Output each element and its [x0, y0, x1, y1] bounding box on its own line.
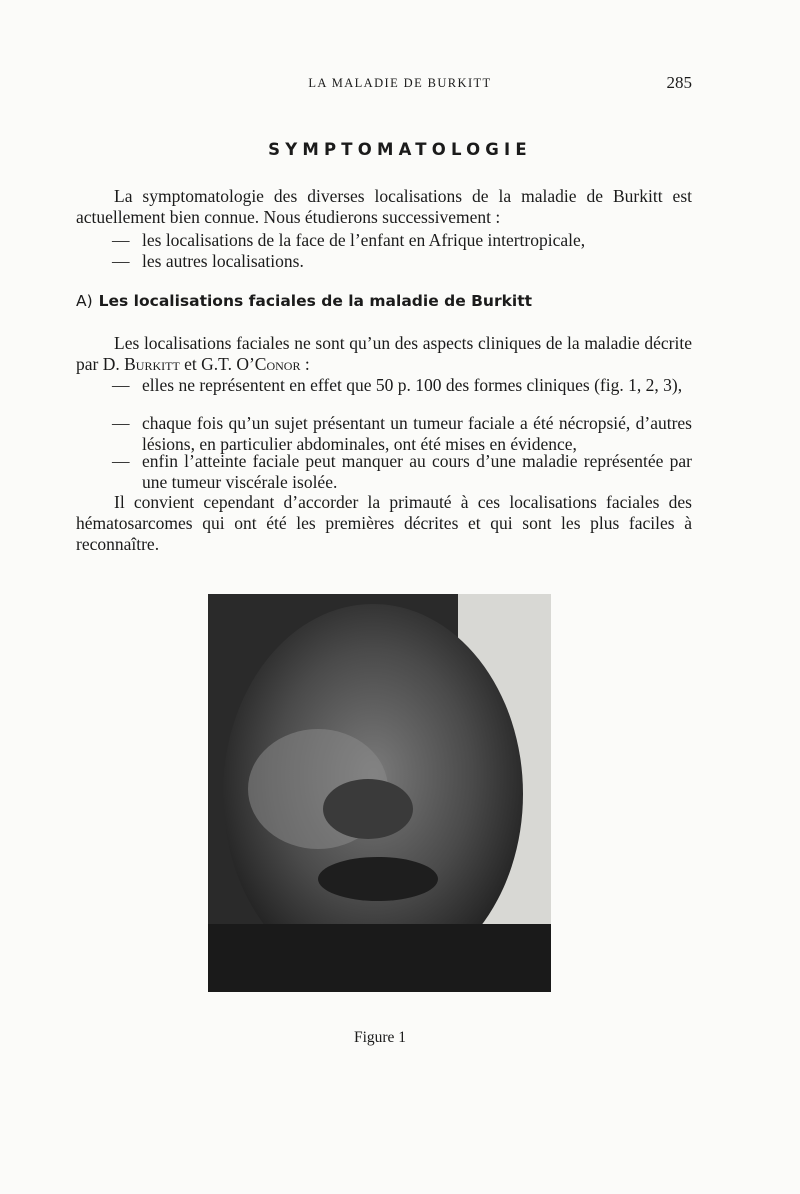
- intro-list-item-text: les localisations de la face de l’enfant en Afrique intertropicale,: [142, 230, 586, 250]
- figure-caption: Figure 1: [353, 1029, 407, 1046]
- body-list-item: — chaque fois qu’un sujet présentant un tumeur faciale a été nécropsié, d’autres lésions, en particulier abdominales, ont été mises en évidence,: [112, 413, 692, 454]
- paragraph-text: :: [300, 354, 310, 374]
- section-title: SYMPTOMATOLOGIE: [268, 140, 532, 159]
- intro-list-item: — les localisations de la face de l’enfant en Afrique intertropicale,: [112, 230, 692, 251]
- paragraph-text: Les localisations faciales ne sont qu’un des aspects cliniques de la maladie décrite par D.: [76, 333, 692, 374]
- intro-paragraph: La symptomatologie des diverses localisations de la maladie de Burkitt est actuellement bien connue. Nous étudierons successivement :: [76, 186, 692, 227]
- subsection-title: Les localisations faciales de la maladie de Burkitt: [98, 292, 533, 310]
- page-number: 285: [666, 73, 692, 92]
- photo-placeholder: [208, 594, 551, 992]
- body-paragraph-1: [76, 333, 692, 375]
- intro-list-item-text: les autres localisations.: [142, 251, 304, 271]
- figure-photo: [208, 594, 551, 992]
- body-list-item: — enfin l’atteinte faciale peut manquer au cours d’une maladie représentée par une tumeur viscérale isolée.: [112, 451, 692, 492]
- body-list-item-text: elles ne représentent en effet que 50 p. 100 des formes cliniques (fig. 1, 2, 3),: [142, 375, 683, 395]
- body-list-item-text: enfin l’atteinte faciale peut manquer au cours d’une maladie représentée par une tumeur viscérale isolée.: [142, 451, 692, 492]
- author-name: Conor: [254, 354, 301, 374]
- body-list-item: — elles ne représentent en effet que 50 p. 100 des formes cliniques (fig. 1, 2, 3),: [112, 375, 692, 396]
- body-paragraph-2: Il convient cependant d’accorder la primauté à ces localisations faciales des hématosarcomes qui ont été les premières décrites et qui sont les plus faciles à reconnaître.: [76, 492, 692, 554]
- running-header: LA MALADIE DE BURKITT: [308, 76, 492, 90]
- intro-list-item: — les autres localisations.: [112, 251, 692, 272]
- subsection-letter: A): [76, 292, 93, 310]
- subsection-heading: [76, 292, 532, 310]
- paragraph-text: et G.T. O’: [179, 354, 255, 374]
- body-list-item-text: chaque fois qu’un sujet présentant un tumeur faciale a été nécropsié, d’autres lésions, en particulier abdominales, ont été mises en évidence,: [142, 413, 692, 454]
- author-name: Burkitt: [124, 354, 180, 374]
